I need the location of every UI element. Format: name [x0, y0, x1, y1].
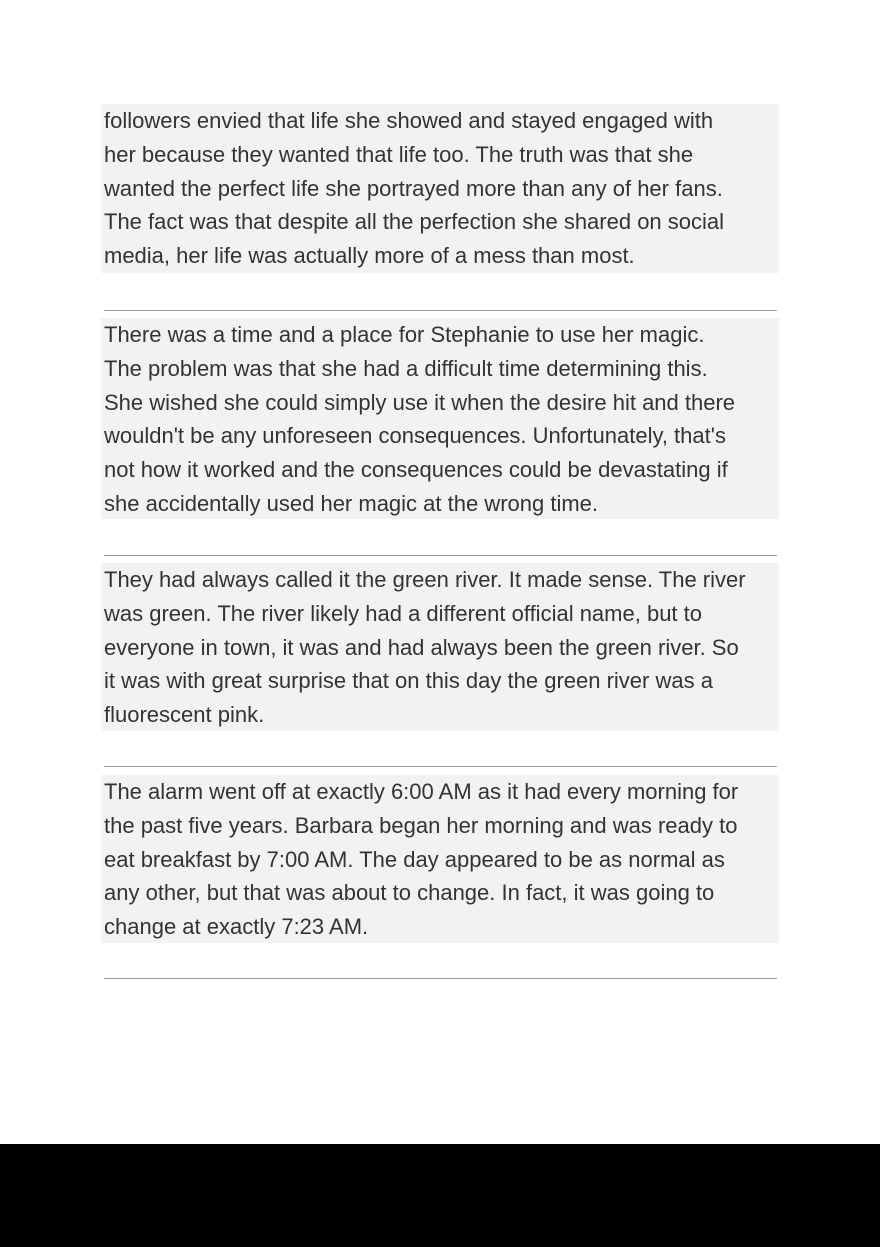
paragraph-line: She wished she could simply use it when the desire hit and there — [104, 389, 736, 415]
paragraph-line: change at exactly 7:23 AM. — [104, 914, 369, 940]
paragraph-line: The fact was that despite all the perfection she shared on social — [104, 209, 725, 235]
paragraph-line: They had always called it the green river. It made sense. The river — [104, 567, 746, 592]
bottom-black-bar — [0, 1144, 880, 1247]
paragraph-line: was green. The river likely had a different official name, but to — [104, 600, 702, 626]
paragraph-line: media, her life was actually more of a mess than most. — [104, 243, 635, 269]
paragraph-line: wouldn't be any unforeseen consequences. Unfortunately, that's — [104, 423, 726, 449]
paragraph-line: The problem was that she had a difficult time determining this. — [104, 355, 708, 381]
paragraph-block — [101, 563, 779, 731]
paragraph-line: any other, but that was about to change. In fact, it was going to — [104, 880, 715, 906]
paragraph-block — [101, 775, 779, 943]
paragraph-line: her because they wanted that life too. The truth was that she — [104, 141, 694, 167]
paragraph-line: it was with great surprise that on this day the green river was a — [104, 668, 713, 694]
divider-rule — [104, 310, 777, 311]
divider-rule — [104, 555, 777, 556]
paragraph-line: followers envied that life she showed and stayed engaged with — [104, 108, 714, 133]
paragraph-line: There was a time and a place for Stephanie to use her magic. — [104, 322, 705, 347]
paragraph-line: she accidentally used her magic at the wrong time. — [104, 490, 599, 516]
paragraph-line: everyone in town, it was and had always been the green river. So — [104, 634, 739, 660]
paragraph-block — [101, 318, 779, 519]
divider-rule — [104, 978, 777, 979]
paragraph-line: the past five years. Barbara began her morning and was ready to — [104, 812, 738, 838]
paragraph-line: wanted the perfect life she portrayed more than any of her fans. — [104, 175, 723, 201]
paragraph-line: The alarm went off at exactly 6:00 AM as it had every morning for — [104, 779, 739, 804]
paragraph-line: eat breakfast by 7:00 AM. The day appeared to be as normal as — [104, 846, 725, 872]
paragraph-line: fluorescent pink. — [104, 702, 265, 728]
paragraph-line: not how it worked and the consequences could be devastating if — [104, 457, 728, 483]
divider-rule — [104, 766, 777, 767]
paragraph-block — [101, 104, 779, 273]
